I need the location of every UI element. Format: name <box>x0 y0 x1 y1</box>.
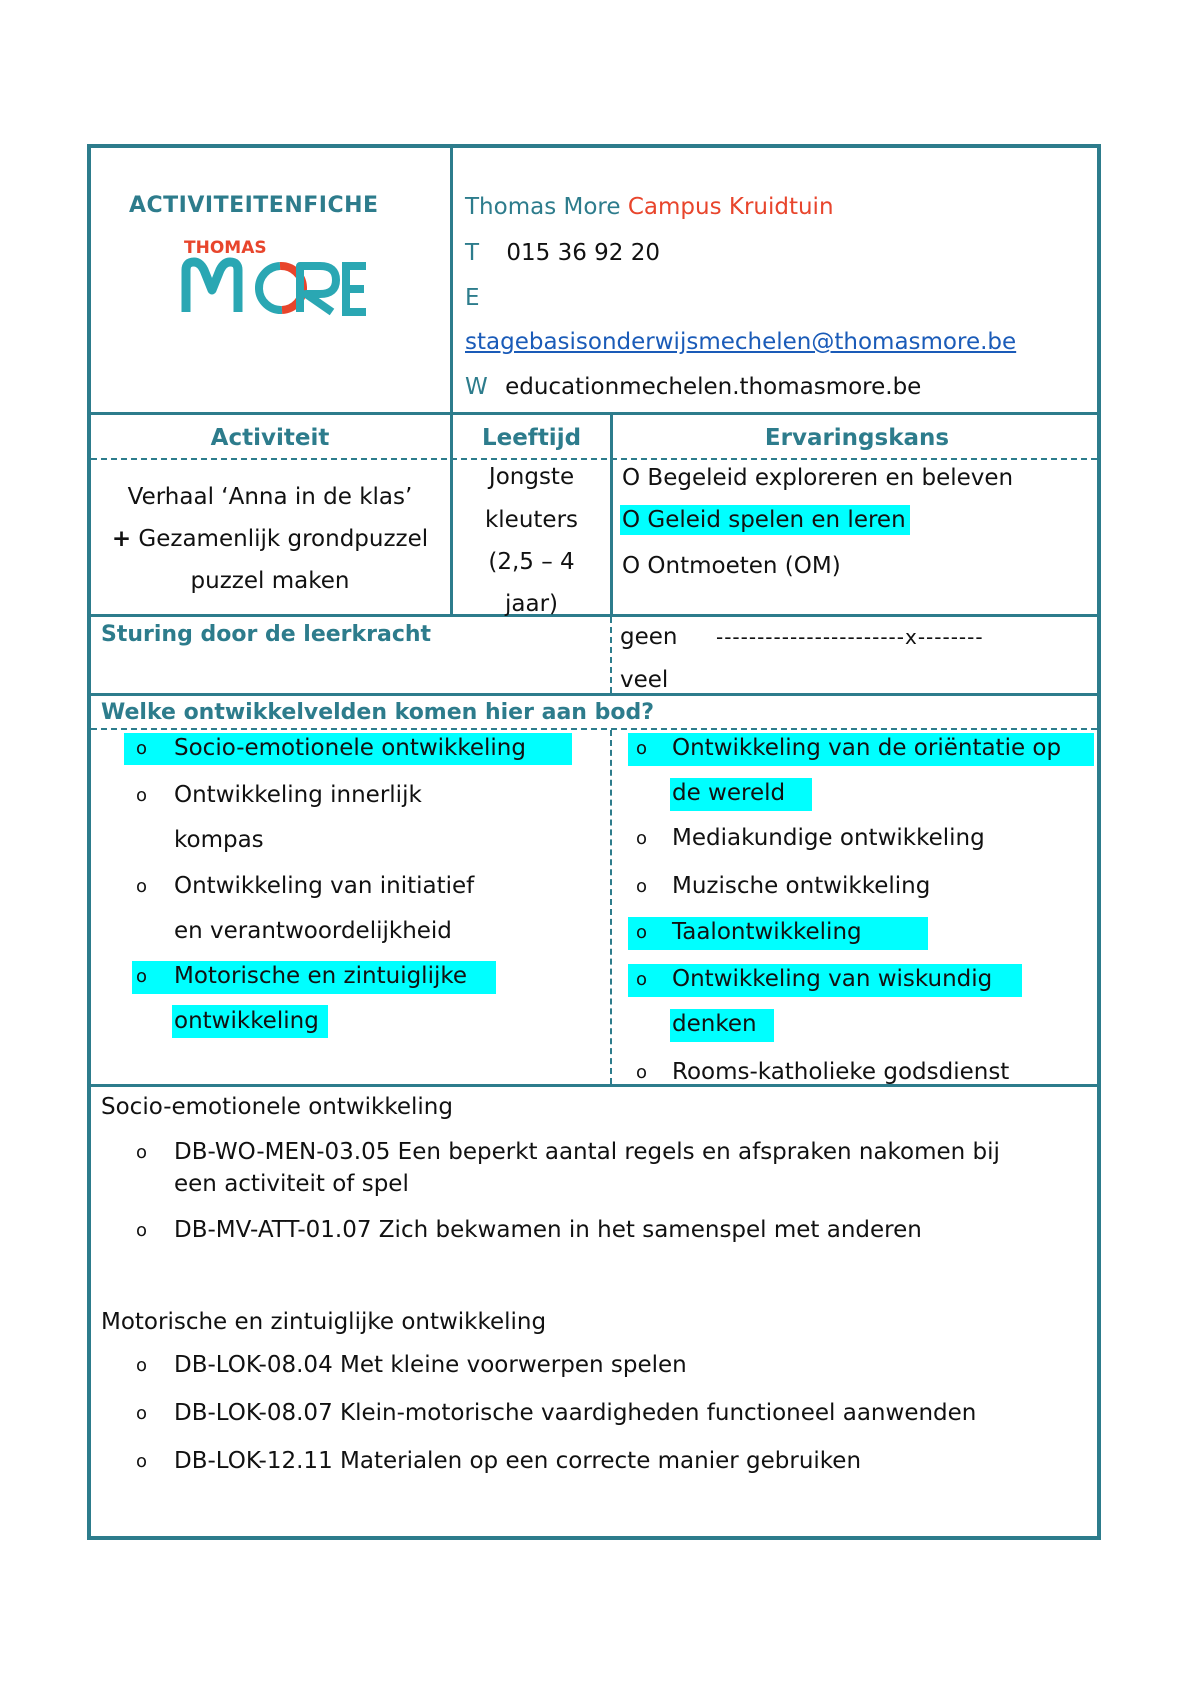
bullet: o <box>636 1062 648 1083</box>
row-divider-steering <box>87 693 1101 696</box>
domain-right-4-label: Taalontwikkeling <box>672 919 862 945</box>
web-address[interactable]: educationmechelen.thomasmore.be <box>505 374 922 400</box>
phone-label: T <box>465 240 480 266</box>
logo-thomas-text: THOMAS <box>184 238 267 258</box>
web-label: W <box>465 374 488 400</box>
domains-question: Welke ontwikkelvelden komen hier aan bod? <box>101 700 654 725</box>
bullet: o <box>636 828 648 849</box>
column-age: Leeftijd <box>481 425 582 451</box>
goal-2-1-text: DB-LOK-08.04 Met kleine voorwerpen spelen <box>174 1352 687 1378</box>
org-name-b: Campus Kruidtuin <box>627 194 834 220</box>
email-link[interactable]: stagebasisonderwijsmechelen@thomasmore.be <box>465 329 1017 355</box>
domain-right-6-label: Rooms-katholieke godsdienst <box>672 1059 1010 1085</box>
domain-left-2-label: Ontwikkeling innerlijk <box>174 782 422 808</box>
header-bottom-line <box>87 412 1101 415</box>
bullet: o <box>136 966 148 987</box>
age-line2: kleuters <box>484 507 579 533</box>
column-experience: Ervaringskans <box>764 425 950 451</box>
goal-1-1-text-cont: een activiteit of spel <box>174 1171 409 1197</box>
goal-1-1-text: DB-WO-MEN-03.05 Een beperkt aantal regels en afspraken nakomen bij <box>174 1139 1000 1165</box>
bullet: o <box>636 922 648 943</box>
header-divider <box>450 144 453 614</box>
steering-high: veel <box>620 667 669 693</box>
domain-right-5-label-cont: denken <box>672 1011 757 1037</box>
goal-1-2-text: DB-MV-ATT-01.07 Zich bekwamen in het samenspel met anderen <box>174 1217 922 1243</box>
web-row <box>465 372 921 402</box>
experience-option-3: O Ontmoeten (OM) <box>622 553 841 579</box>
steering-low: geen <box>620 624 678 650</box>
steering-scale: -----------------------x-------- <box>716 625 984 649</box>
org-name-a: Thomas More <box>465 194 621 220</box>
bullet: o <box>636 969 648 990</box>
age-line1: Jongste <box>488 464 575 490</box>
logo-more-mark <box>180 256 370 316</box>
goal-2-3-text: DB-LOK-12.11 Materialen op een correcte manier gebruiken <box>174 1448 862 1474</box>
domain-right-1-label: Ontwikkeling van de oriëntatie op <box>672 735 1062 761</box>
goals-heading-1: Socio-emotionele ontwikkeling <box>101 1094 453 1120</box>
domain-left-3-label: Ontwikkeling van initiatief <box>174 873 475 899</box>
activity-line1: Verhaal ‘Anna in de klas’ <box>127 484 413 510</box>
domain-left-3-label-cont: en verantwoordelijkheid <box>174 918 452 944</box>
bullet: o <box>136 1220 148 1241</box>
activity-line2 <box>90 524 450 554</box>
bullet: o <box>636 738 648 759</box>
bullet: o <box>136 876 148 897</box>
age-line3: (2,5 – 4 <box>488 549 575 575</box>
domain-left-4-label-cont: ontwikkeling <box>174 1008 319 1034</box>
phone-number: 015 36 92 20 <box>506 240 661 266</box>
domain-left-4-label: Motorische en zintuiglijke <box>174 963 468 989</box>
column-activity: Activiteit <box>210 425 330 451</box>
bullet: o <box>636 876 648 897</box>
domain-right-3-label: Muzische ontwikkeling <box>672 873 931 899</box>
goals-heading-2: Motorische en zintuiglijke ontwikkeling <box>101 1309 547 1335</box>
age-line4: jaar) <box>504 591 558 617</box>
experience-option-2: O Geleid spelen en leren <box>620 505 910 535</box>
email-label: E <box>465 285 480 311</box>
org-name <box>465 192 834 222</box>
sheet-title: ACTIVITEITENFICHE <box>129 193 379 218</box>
bullet: o <box>136 1355 148 1376</box>
domain-right-1-label-cont: de wereld <box>672 780 786 806</box>
bullet: o <box>136 1403 148 1424</box>
domain-left-1-label: Socio-emotionele ontwikkeling <box>174 735 526 761</box>
activity-line2-text: Gezamenlijk grondpuzzel <box>138 526 429 552</box>
steering-divider <box>610 617 612 693</box>
phone-row <box>465 238 660 268</box>
bullet: o <box>136 785 148 806</box>
bullet: o <box>136 738 148 759</box>
domain-right-5-label: Ontwikkeling van wiskundig <box>672 966 993 992</box>
question-divider <box>91 728 1097 730</box>
activity-line3: puzzel maken <box>190 568 350 594</box>
plus-sign: + <box>111 526 132 552</box>
steering-label: Sturing door de leerkracht <box>101 622 432 647</box>
bullet: o <box>136 1142 148 1163</box>
domains-divider <box>610 730 612 1084</box>
domain-left-2-label-cont: kompas <box>174 827 264 853</box>
goal-2-2-text: DB-LOK-08.07 Klein-motorische vaardigheden functioneel aanwenden <box>174 1400 977 1426</box>
experience-option-1: O Begeleid exploreren en beleven <box>622 465 1014 491</box>
bullet: o <box>136 1451 148 1472</box>
domain-right-2-label: Mediakundige ontwikkeling <box>672 825 985 851</box>
column-header-divider <box>91 458 1097 460</box>
thomas-more-logo <box>180 236 370 316</box>
